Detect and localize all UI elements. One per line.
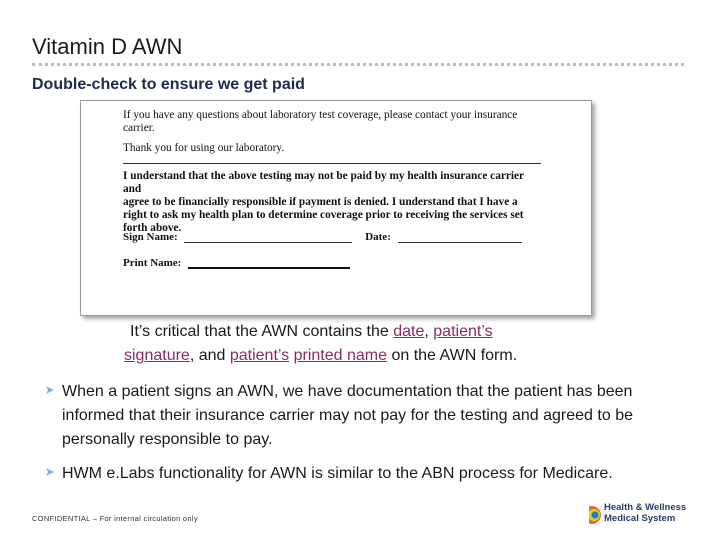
page-subtitle: Double-check to ensure we get paid	[32, 76, 305, 93]
print-name-row	[123, 256, 350, 269]
bullet-arrow-icon	[44, 465, 58, 479]
critical-text-1: It’s critical that the AWN contains the	[130, 323, 394, 340]
sign-name-line	[184, 231, 352, 243]
form-line-thanks: Thank you for using our laboratory.	[123, 142, 285, 154]
critical-text-2: ,	[424, 323, 434, 340]
confidential-footer: CONFIDENTIAL – For internal circulation only	[32, 514, 198, 523]
date-line	[398, 231, 522, 243]
bullet-arrow-icon	[44, 383, 58, 397]
critical-patients-2: patient’s	[229, 347, 290, 364]
page-title: Vitamin D AWN	[32, 34, 183, 59]
bullet-text: When a patient signs an AWN, we have documentation that the patient has been informed that their insurance carrier may not pay for the testing and agreed to be personally responsible to pay.	[62, 383, 633, 448]
form-excerpt-body	[123, 109, 543, 235]
logo-text	[604, 502, 686, 524]
critical-printed-name: printed name	[293, 347, 388, 364]
critical-date: date	[393, 323, 425, 340]
form-statement-line-4: forth above.	[123, 222, 182, 234]
sign-name-label: Sign Name:	[123, 231, 178, 243]
form-statement-line-2: agree to be financially responsible if payment is denied. I understand that I have a	[123, 196, 518, 208]
hwm-logo	[582, 500, 692, 530]
logo-line-2: Medical System	[604, 513, 676, 524]
form-divider	[123, 163, 541, 164]
form-line-coverage: If you have any questions about laboratory test coverage, please contact your insurance carrier.	[123, 109, 518, 134]
critical-patients-1: patient’s	[433, 323, 493, 340]
bullet-item	[44, 380, 694, 452]
awn-form-excerpt-image	[80, 100, 592, 316]
bullet-item	[44, 462, 694, 486]
print-name-line	[188, 256, 350, 269]
sign-name-row	[123, 231, 522, 243]
critical-signature: signature	[124, 347, 190, 364]
date-label: Date:	[365, 231, 391, 243]
form-statement-line-1: I understand that the above testing may not be paid by my health insurance carrier and	[123, 170, 524, 195]
print-name-label: Print Name:	[123, 257, 182, 269]
critical-text-4: on the AWN form.	[387, 347, 518, 364]
critical-note	[124, 320, 594, 368]
bullet-list	[44, 380, 694, 496]
bullet-text: HWM e.Labs functionality for AWN is similar to the ABN process for Medicare.	[62, 465, 613, 482]
hwm-logo-icon	[582, 502, 602, 528]
form-statement-line-3: right to ask my health plan to determine coverage prior to receiving the services set	[123, 209, 524, 221]
logo-line-1: Health & Wellness	[604, 502, 687, 513]
critical-text-3: , and	[189, 347, 230, 364]
title-divider	[32, 63, 684, 66]
